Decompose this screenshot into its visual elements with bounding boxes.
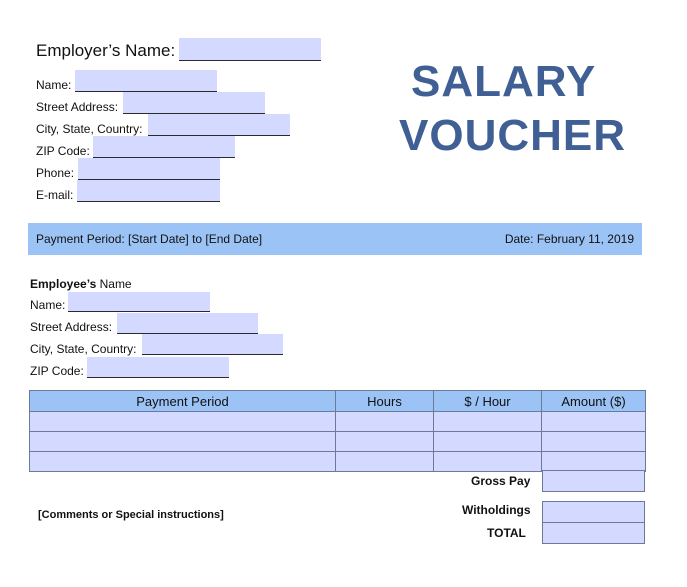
employee-heading	[30, 277, 132, 291]
employer-city-label: City, State, Country:	[36, 122, 143, 136]
withholdings-label: Witholdings	[462, 503, 531, 517]
employee-street-label: Street Address:	[30, 320, 113, 334]
payment-period-band	[28, 223, 642, 255]
table-row	[30, 412, 646, 432]
payment-table	[29, 390, 646, 472]
cell-rate[interactable]	[434, 432, 542, 452]
gross-pay-label: Gross Pay	[471, 474, 531, 488]
gross-pay-field[interactable]	[542, 470, 645, 492]
cell-amount[interactable]	[542, 412, 646, 432]
header-payment-period: Payment Period	[30, 391, 336, 412]
employee-heading-bold: Employee’s	[30, 277, 97, 291]
employer-name-field[interactable]	[179, 38, 321, 61]
employee-name-label: Name:	[30, 298, 66, 312]
employer-phone-field[interactable]	[78, 158, 220, 180]
employer-street-label: Street Address:	[36, 100, 119, 114]
header-rate: $ / Hour	[434, 391, 542, 412]
header-hours: Hours	[336, 391, 434, 412]
voucher-date[interactable]: Date: February 11, 2019	[504, 232, 634, 246]
employee-city-field[interactable]	[142, 334, 283, 355]
employee-city-label: City, State, Country:	[30, 342, 137, 356]
cell-amount[interactable]	[542, 452, 646, 472]
document-title-line1: SALARY	[411, 57, 597, 106]
employer-street-field[interactable]	[123, 92, 265, 114]
cell-hours[interactable]	[336, 412, 434, 432]
header-amount: Amount ($)	[542, 391, 646, 412]
employer-email-label: E-mail:	[36, 188, 74, 202]
employer-email-field[interactable]	[77, 180, 220, 202]
employee-heading-rest: Name	[96, 277, 132, 291]
total-field[interactable]	[542, 522, 645, 544]
payment-table-header	[30, 391, 646, 412]
cell-payment-period[interactable]	[30, 412, 336, 432]
withholdings-field[interactable]	[542, 501, 645, 523]
employee-zip-field[interactable]	[87, 357, 229, 378]
table-row	[30, 432, 646, 452]
employer-contact-name-label: Name:	[36, 78, 72, 92]
cell-amount[interactable]	[542, 432, 646, 452]
employer-zip-field[interactable]	[93, 136, 235, 158]
table-row	[30, 452, 646, 472]
employer-name-label: Employer’s Name:	[36, 41, 176, 60]
cell-hours[interactable]	[336, 432, 434, 452]
employee-street-field[interactable]	[117, 313, 258, 334]
total-label: TOTAL	[487, 526, 526, 540]
employer-contact-name-field[interactable]	[75, 70, 217, 92]
employee-name-field[interactable]	[68, 292, 210, 312]
employee-zip-label: ZIP Code:	[30, 364, 84, 378]
employer-city-field[interactable]	[148, 114, 290, 136]
cell-payment-period[interactable]	[30, 432, 336, 452]
comments-text: [Comments or Special instructions]	[38, 509, 224, 521]
cell-payment-period[interactable]	[30, 452, 336, 472]
employer-phone-label: Phone:	[36, 166, 75, 180]
employer-zip-label: ZIP Code:	[36, 144, 90, 158]
cell-rate[interactable]	[434, 452, 542, 472]
document-title-line2: VOUCHER	[399, 111, 627, 160]
payment-period-text[interactable]: Payment Period: [Start Date] to [End Date]	[36, 232, 263, 246]
cell-rate[interactable]	[434, 412, 542, 432]
cell-hours[interactable]	[336, 452, 434, 472]
